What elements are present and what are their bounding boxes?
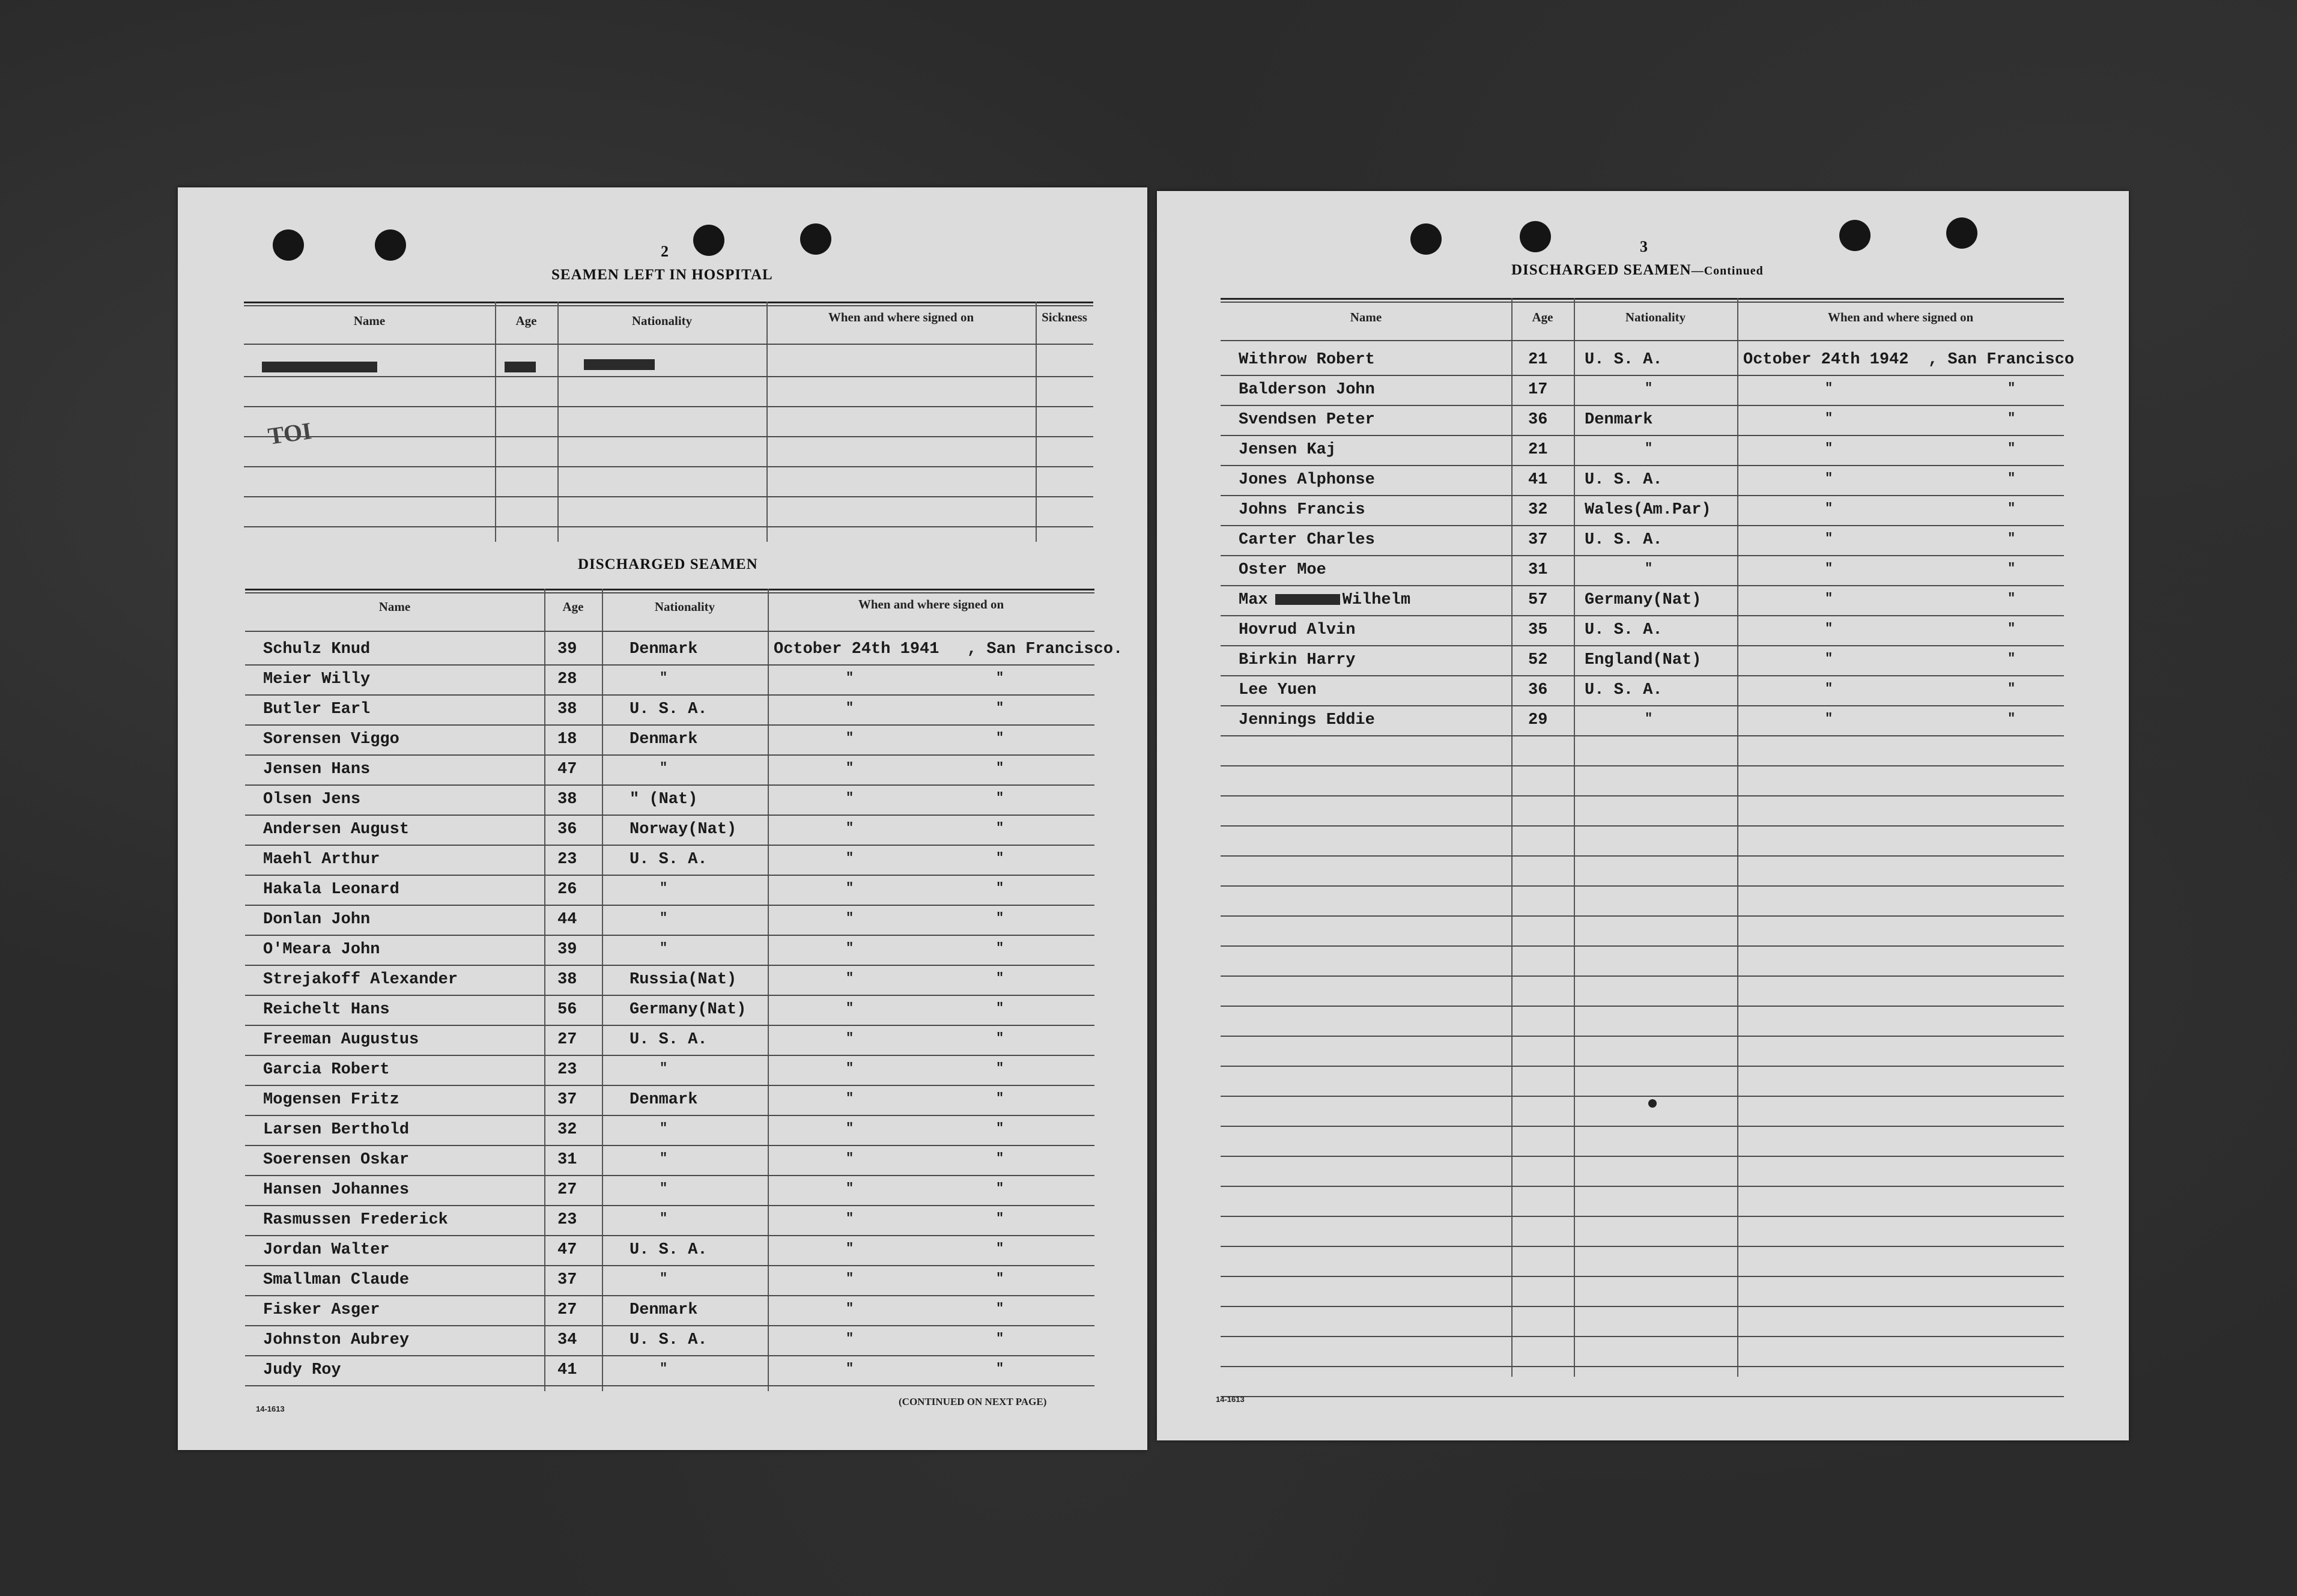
ink-dot	[1648, 1099, 1657, 1108]
signed-on-place: "	[996, 1241, 1004, 1256]
row-rule	[1221, 1096, 2064, 1097]
seaman-nationality: England(Nat)	[1585, 651, 1702, 669]
signed-on-place: "	[2007, 441, 2016, 456]
signed-on-place: "	[996, 1211, 1004, 1226]
row-rule	[1221, 885, 2064, 887]
signed-on-place: "	[996, 1001, 1004, 1016]
row-rule	[1221, 1246, 2064, 1247]
page-number: 2	[661, 243, 669, 260]
section-title	[1511, 262, 1764, 279]
signed-on-date: "	[846, 1151, 854, 1166]
seaman-name: Oster Moe	[1239, 561, 1326, 579]
signed-on-place: "	[2007, 381, 2016, 396]
row-rule	[245, 664, 1094, 666]
signed-on-date: "	[846, 851, 854, 866]
seaman-age: 36	[1528, 411, 1548, 429]
seaman-name: Olsen Jens	[263, 790, 361, 809]
row-rule	[1221, 525, 2064, 526]
seaman-name: Fisker Asger	[263, 1301, 380, 1319]
seaman-name-last: Wilhelm	[1342, 591, 1411, 609]
seaman-age: 34	[557, 1331, 577, 1349]
seaman-age: 56	[557, 1001, 577, 1019]
signed-on-date: "	[1825, 411, 1833, 426]
seaman-age: 38	[557, 790, 577, 809]
seaman-nationality: U. S. A.	[1585, 621, 1663, 639]
redacted-nationality	[584, 359, 655, 373]
seaman-name: Schulz Knud	[263, 640, 371, 658]
row-rule	[1221, 405, 2064, 406]
row-rule	[1221, 1216, 2064, 1217]
signed-on-date: "	[1825, 561, 1833, 576]
seaman-name: Johnston Aubrey	[263, 1331, 410, 1349]
seaman-nationality: " (Nat)	[630, 790, 698, 809]
signed-on-date: "	[846, 881, 854, 896]
signed-on-date: "	[1825, 711, 1833, 726]
seaman-age: 57	[1528, 591, 1548, 609]
seaman-name: Smallman Claude	[263, 1271, 410, 1289]
hospital-table	[244, 302, 1093, 542]
seaman-age: 47	[557, 1241, 577, 1259]
row-rule	[245, 1205, 1094, 1206]
signed-on-place: "	[996, 730, 1004, 745]
row-rule	[1221, 1186, 2064, 1187]
col-header-age: Age	[562, 599, 584, 614]
signed-on-date: "	[1825, 441, 1833, 456]
row-rule	[245, 965, 1094, 966]
signed-on-date: "	[846, 1361, 854, 1376]
signed-on-date: "	[846, 790, 854, 806]
row-rule	[1221, 495, 2064, 496]
signed-on-date: "	[846, 670, 854, 685]
signed-on-date: "	[846, 1241, 854, 1256]
seaman-name: Rasmussen Frederick	[263, 1211, 448, 1229]
row-rule	[1221, 705, 2064, 706]
signed-on-date: "	[846, 1031, 854, 1046]
row-rule	[245, 815, 1094, 816]
seaman-age: 44	[557, 911, 577, 929]
seaman-age: 39	[557, 640, 577, 658]
signed-on-place: "	[996, 670, 1004, 685]
row-rule	[245, 935, 1094, 936]
signed-on-place: "	[996, 1091, 1004, 1106]
seaman-name: Judy Roy	[263, 1361, 341, 1379]
seaman-age: 27	[557, 1031, 577, 1049]
signed-on-date: "	[1825, 501, 1833, 516]
row-rule	[245, 694, 1094, 696]
signed-on-date: "	[846, 1091, 854, 1106]
punch-hole	[1839, 220, 1871, 251]
seaman-nationality: U. S. A.	[1585, 351, 1663, 369]
row-rule	[1221, 1126, 2064, 1127]
seaman-age: 21	[1528, 351, 1548, 369]
signed-on-place: "	[996, 790, 1004, 806]
signed-on-place: "	[996, 700, 1004, 715]
signed-on-date: October 24th 1941	[774, 640, 939, 658]
signed-on-date: "	[846, 911, 854, 926]
punch-hole	[693, 225, 724, 256]
row-rule	[1221, 465, 2064, 466]
row-rule	[245, 995, 1094, 996]
row-rule	[1221, 1366, 2064, 1367]
seaman-nationality: "	[660, 911, 668, 926]
col-header-nationality: Nationality	[654, 599, 715, 614]
signed-on-date: "	[1825, 471, 1833, 486]
row-rule	[245, 905, 1094, 906]
seaman-name: Andersen August	[263, 821, 410, 839]
seaman-nationality: Germany(Nat)	[630, 1001, 747, 1019]
seaman-nationality: "	[660, 1211, 668, 1226]
seaman-name: Carter Charles	[1239, 531, 1375, 549]
signed-on-date: "	[846, 1331, 854, 1346]
seaman-age: 23	[557, 1211, 577, 1229]
seaman-name: Hansen Johannes	[263, 1181, 410, 1199]
signed-on-place: "	[996, 941, 1004, 956]
signed-on-date: "	[846, 1061, 854, 1076]
signed-on-place: "	[996, 1061, 1004, 1076]
seaman-name: Jennings Eddie	[1239, 711, 1375, 729]
seaman-nationality: Norway(Nat)	[630, 821, 737, 839]
row-rule	[245, 754, 1094, 756]
row-rule	[245, 1265, 1094, 1266]
seaman-name: Balderson John	[1239, 381, 1375, 399]
signed-on-place: "	[2007, 471, 2016, 486]
signed-on-place: "	[996, 1271, 1004, 1286]
row-rule	[245, 1145, 1094, 1146]
signed-on-place: "	[2007, 561, 2016, 576]
col-header-nationality: Nationality	[1625, 310, 1686, 324]
signed-on-place: "	[2007, 681, 2016, 696]
seaman-nationality: Russia(Nat)	[630, 971, 737, 989]
seaman-age: 36	[1528, 681, 1548, 699]
seaman-nationality: "	[1645, 561, 1653, 576]
seaman-name: Meier Willy	[263, 670, 371, 688]
seaman-name: Soerensen Oskar	[263, 1151, 410, 1169]
section-title-main: DISCHARGED SEAMEN	[1511, 262, 1692, 278]
seaman-nationality: Denmark	[630, 1301, 698, 1319]
row-rule	[245, 1055, 1094, 1056]
redacted-name	[262, 362, 377, 375]
punch-hole	[800, 223, 831, 255]
seaman-nationality: "	[660, 881, 668, 896]
signed-on-date: "	[846, 1181, 854, 1196]
signed-on-place: , San Francisco	[1928, 351, 2075, 369]
seaman-name: Garcia Robert	[263, 1061, 390, 1079]
signed-on-date: "	[846, 1301, 854, 1316]
signed-on-date: "	[1825, 681, 1833, 696]
row-rule	[1221, 1276, 2064, 1277]
signed-on-date: "	[846, 700, 854, 715]
seaman-age: 21	[1528, 441, 1548, 459]
row-rule	[1221, 1156, 2064, 1157]
seaman-age: 23	[557, 851, 577, 869]
seaman-name: Freeman Augustus	[263, 1031, 419, 1049]
signed-on-place: "	[996, 760, 1004, 775]
discharged-section-title: DISCHARGED SEAMEN	[578, 556, 758, 572]
signed-on-place: "	[996, 1301, 1004, 1316]
form-number: 14-1613	[1216, 1395, 1245, 1404]
signed-on-place: "	[2007, 591, 2016, 606]
row-rule	[1221, 1396, 2064, 1397]
row-rule	[245, 1085, 1094, 1086]
seaman-age: 52	[1528, 651, 1548, 669]
row-rule	[245, 784, 1094, 786]
signed-on-date: "	[1825, 651, 1833, 666]
seaman-nationality: Denmark	[630, 1091, 698, 1109]
signed-on-place: "	[996, 1181, 1004, 1196]
seaman-nationality: Denmark	[630, 640, 698, 658]
seaman-name: Hovrud Alvin	[1239, 621, 1356, 639]
redacted-name-part	[1275, 594, 1340, 605]
seaman-nationality: "	[660, 1061, 668, 1076]
punch-hole	[1410, 223, 1442, 255]
seaman-nationality: "	[660, 1151, 668, 1166]
signed-on-place: "	[996, 1361, 1004, 1376]
punch-hole	[1520, 221, 1551, 252]
col-header-nationality: Nationality	[631, 314, 693, 328]
row-rule	[1221, 825, 2064, 827]
seaman-name: Reichelt Hans	[263, 1001, 390, 1019]
col-header-signed: When and where signed on	[858, 597, 1004, 611]
row-rule	[1221, 765, 2064, 766]
row-rule	[245, 1355, 1094, 1356]
col-header-sickness: Sickness	[1042, 310, 1087, 324]
signed-on-place: "	[996, 1031, 1004, 1046]
seaman-name: Jones Alphonse	[1239, 471, 1375, 489]
seaman-age: 32	[1528, 501, 1548, 519]
seaman-name: Johns Francis	[1239, 501, 1365, 519]
seaman-age: 29	[1528, 711, 1548, 729]
punch-hole	[375, 229, 406, 261]
signed-on-date: "	[1825, 531, 1833, 546]
row-rule	[1221, 1066, 2064, 1067]
signed-on-place: "	[2007, 531, 2016, 546]
row-rule	[1221, 555, 2064, 556]
seaman-nationality: U. S. A.	[630, 851, 708, 869]
seaman-age: 27	[557, 1181, 577, 1199]
row-rule	[245, 845, 1094, 846]
row-rule	[1221, 585, 2064, 586]
seaman-age: 47	[557, 760, 577, 778]
seaman-nationality: "	[1645, 711, 1653, 726]
handwritten-annotation: TOI	[266, 417, 314, 450]
seaman-nationality: U. S. A.	[1585, 471, 1663, 489]
row-rule	[1221, 375, 2064, 376]
seaman-name: Sorensen Viggo	[263, 730, 399, 748]
continued-note: (CONTINUED ON NEXT PAGE)	[899, 1396, 1047, 1407]
seaman-name: Butler Earl	[263, 700, 371, 718]
seaman-nationality: Germany(Nat)	[1585, 591, 1702, 609]
signed-on-place: "	[996, 971, 1004, 986]
page-2	[178, 187, 1147, 1450]
col-header-signed: When and where signed on	[828, 310, 974, 324]
seaman-name: Svendsen Peter	[1239, 411, 1375, 429]
signed-on-place: "	[996, 1331, 1004, 1346]
seaman-age: 38	[557, 971, 577, 989]
row-rule	[1221, 976, 2064, 977]
row-rule	[1221, 1306, 2064, 1307]
row-rule	[245, 1115, 1094, 1116]
row-rule	[1221, 675, 2064, 676]
seaman-age: 35	[1528, 621, 1548, 639]
signed-on-date: "	[846, 821, 854, 836]
row-rule	[245, 1325, 1094, 1326]
seaman-name: Strejakoff Alexander	[263, 971, 458, 989]
seaman-name: Jensen Kaj	[1239, 441, 1337, 459]
signed-on-date: "	[1825, 621, 1833, 636]
row-rule	[245, 1175, 1094, 1176]
col-header-name: Name	[1350, 310, 1382, 324]
seaman-age: 38	[557, 700, 577, 718]
hospital-section-title: SEAMEN LEFT IN HOSPITAL	[551, 267, 773, 283]
signed-on-date: "	[846, 1121, 854, 1136]
seaman-age: 23	[557, 1061, 577, 1079]
col-header-age: Age	[515, 314, 537, 328]
row-rule	[1221, 615, 2064, 616]
seaman-nationality: Denmark	[1585, 411, 1653, 429]
seaman-nationality: U. S. A.	[630, 1331, 708, 1349]
row-rule	[1221, 1036, 2064, 1037]
seaman-age: 37	[557, 1271, 577, 1289]
row-rule	[1221, 855, 2064, 857]
seaman-name: Jordan Walter	[263, 1241, 390, 1259]
form-number: 14-1613	[256, 1404, 285, 1413]
col-header-name: Name	[378, 599, 411, 614]
seaman-name: Lee Yuen	[1239, 681, 1317, 699]
seaman-age: 39	[557, 941, 577, 959]
seaman-name: Maehl Arthur	[263, 851, 380, 869]
signed-on-place: "	[996, 821, 1004, 836]
row-rule	[245, 875, 1094, 876]
seaman-nationality: Wales(Am.Par)	[1585, 501, 1711, 519]
seaman-name: Jensen Hans	[263, 760, 371, 778]
seaman-name: Donlan John	[263, 911, 371, 929]
signed-on-place: "	[2007, 501, 2016, 516]
row-rule	[245, 724, 1094, 726]
row-rule	[245, 1025, 1094, 1026]
signed-on-place: "	[2007, 621, 2016, 636]
signed-on-place: "	[2007, 711, 2016, 726]
signed-on-place: "	[996, 851, 1004, 866]
page-number: 3	[1640, 238, 1648, 255]
seaman-age: 18	[557, 730, 577, 748]
row-rule	[245, 1385, 1094, 1386]
row-rule	[245, 1295, 1094, 1296]
discharged-table	[245, 589, 1123, 1391]
seaman-name: Hakala Leonard	[263, 881, 399, 899]
col-header-signed: When and where signed on	[1827, 310, 1974, 324]
seaman-nationality: "	[660, 1121, 668, 1136]
seaman-nationality: U. S. A.	[1585, 681, 1663, 699]
seaman-nationality: Denmark	[630, 730, 698, 748]
seaman-age: 41	[557, 1361, 577, 1379]
col-header-name: Name	[353, 314, 386, 328]
seaman-age: 41	[1528, 471, 1548, 489]
seaman-nationality: "	[660, 1181, 668, 1196]
seaman-nationality: "	[1645, 441, 1653, 456]
row-rule	[245, 1235, 1094, 1236]
col-header-age: Age	[1532, 310, 1553, 324]
signed-on-date: "	[846, 971, 854, 986]
seaman-nationality: U. S. A.	[630, 1241, 708, 1259]
signed-on-date: "	[1825, 381, 1833, 396]
seaman-age: 28	[557, 670, 577, 688]
seaman-name-first: Max	[1239, 591, 1268, 609]
seaman-nationality: "	[660, 941, 668, 956]
signed-on-place: "	[2007, 411, 2016, 426]
seaman-age: 36	[557, 821, 577, 839]
row-rule	[1221, 945, 2064, 947]
signed-on-date: "	[846, 1001, 854, 1016]
seaman-name: Larsen Berthold	[263, 1121, 410, 1139]
signed-on-place: "	[996, 881, 1004, 896]
seaman-age: 32	[557, 1121, 577, 1139]
signed-on-date: "	[846, 1271, 854, 1286]
seaman-nationality: U. S. A.	[630, 1031, 708, 1049]
row-rule	[1221, 915, 2064, 917]
discharged-continued-table	[1221, 298, 2075, 1377]
seaman-age: 31	[1528, 561, 1548, 579]
seaman-nationality: "	[660, 1271, 668, 1286]
seaman-name: Birkin Harry	[1239, 651, 1356, 669]
redacted-age	[505, 362, 536, 375]
signed-on-place: "	[996, 911, 1004, 926]
seaman-name	[1239, 591, 1410, 609]
row-rule	[1221, 735, 2064, 736]
seaman-nationality: U. S. A.	[1585, 531, 1663, 549]
seaman-nationality: "	[660, 1361, 668, 1376]
signed-on-date: "	[846, 730, 854, 745]
seaman-age: 37	[557, 1091, 577, 1109]
seaman-nationality: "	[660, 760, 668, 775]
seaman-age: 17	[1528, 381, 1548, 399]
seaman-age: 26	[557, 881, 577, 899]
signed-on-place: , San Francisco.	[967, 640, 1123, 658]
row-rule	[1221, 1336, 2064, 1337]
seaman-name: Mogensen Fritz	[263, 1091, 399, 1109]
seaman-nationality: "	[1645, 381, 1653, 396]
signed-on-place: "	[996, 1121, 1004, 1136]
punch-hole	[1946, 217, 1977, 249]
page-3	[1157, 191, 2129, 1440]
signed-on-date: "	[846, 941, 854, 956]
row-rule	[1221, 795, 2064, 796]
signed-on-date: "	[1825, 591, 1833, 606]
row-rule	[1221, 645, 2064, 646]
signed-on-place: "	[2007, 651, 2016, 666]
signed-on-date: "	[846, 760, 854, 775]
seaman-nationality: "	[660, 670, 668, 685]
signed-on-date: October 24th 1942	[1743, 351, 1909, 369]
seaman-age: 27	[557, 1301, 577, 1319]
section-title-suffix: —Continued	[1691, 264, 1764, 278]
seaman-age: 31	[557, 1151, 577, 1169]
punch-hole	[273, 229, 304, 261]
seaman-name: O'Meara John	[263, 941, 380, 959]
signed-on-place: "	[996, 1151, 1004, 1166]
seaman-name: Withrow Robert	[1239, 351, 1375, 369]
seaman-age: 37	[1528, 531, 1548, 549]
signed-on-date: "	[846, 1211, 854, 1226]
row-rule	[1221, 1006, 2064, 1007]
row-rule	[1221, 435, 2064, 436]
seaman-nationality: U. S. A.	[630, 700, 708, 718]
